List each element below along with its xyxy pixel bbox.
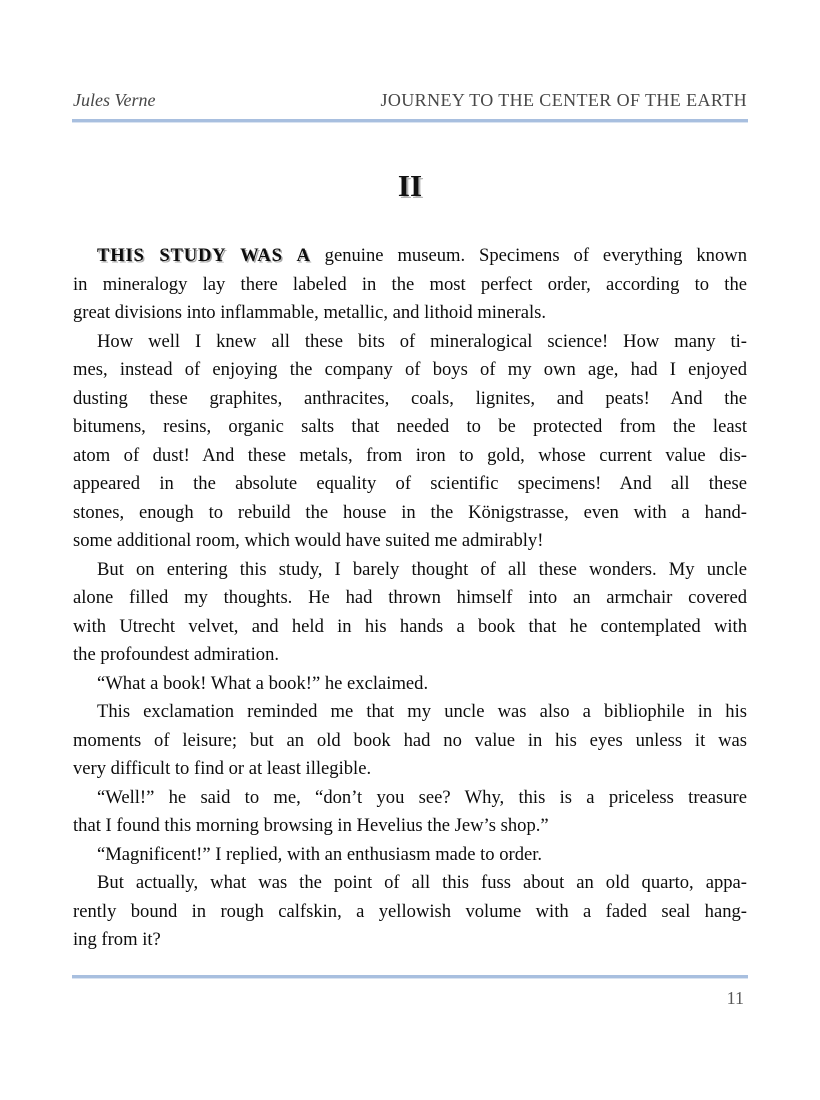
chapter-title: II [397, 168, 423, 203]
text-line: in mineralogy lay there labeled in the most perfect order, according to the [73, 273, 747, 295]
text-line: dusting these graphites, anthracites, coals, lignites, and peats! And the [73, 387, 747, 409]
text-line: bitumens, resins, organic salts that needed to be protected from the least [73, 416, 747, 437]
text-line: that I found this morning browsing in Hevelius the Jew’s shop.” [73, 815, 549, 836]
header-author: Jules Verne [73, 90, 156, 110]
text-line: the profoundest admiration. [73, 644, 280, 665]
page-number: 11 [726, 987, 744, 1008]
page-header [73, 90, 747, 111]
header-rule [72, 119, 748, 123]
text-line: THIS STUDY WAS A genuine museum. Specimens of everything known [97, 245, 747, 266]
text-line: very difficult to find or at least illegible. [73, 758, 372, 779]
text-line: appeared in the absolute equality of scientific specimens! And all these [73, 473, 747, 494]
header-running-title: JOURNEY TO THE CENTER OF THE EARTH [380, 90, 747, 110]
text-line: moments of leisure; but an old book had no value in his eyes unless it was [73, 729, 747, 751]
text-line: “What a book! What a book!” he exclaimed. [97, 672, 429, 694]
lead-in: THIS STUDY WAS A [97, 245, 311, 266]
text-line: alone filled my thoughts. He had thrown himself into an armchair covered [73, 587, 747, 608]
text-line: some additional room, which would have suited me admirably! [73, 530, 544, 551]
text-line: “Magnificent!” I replied, with an enthusiasm made to order. [97, 843, 543, 865]
text-line: rently bound in rough calfskin, a yellowish volume with a faded seal hang- [73, 900, 747, 922]
text-line: mes, instead of enjoying the company of boys of my own age, had I enjoyed [73, 359, 747, 380]
text-line: with Utrecht velvet, and held in his hands a book that he contemplated with [73, 615, 747, 637]
text-line: atom of dust! And these metals, from iron to gold, whose current value dis- [73, 444, 747, 466]
text-line: stones, enough to rebuild the house in the Königstrasse, even with a hand- [73, 501, 747, 523]
text-line: ing from it? [73, 929, 161, 950]
text-line: But actually, what was the point of all this fuss about an old quarto, appa- [97, 872, 747, 893]
footer-rule [72, 975, 748, 979]
page-body-text [73, 242, 747, 955]
text-line: “Well!” he said to me, “don’t you see? Why, this is a priceless treasure [97, 786, 747, 808]
text-line: great divisions into inflammable, metallic, and lithoid minerals. [73, 302, 547, 323]
text-line: How well I knew all these bits of mineralogical science! How many ti- [97, 330, 747, 352]
text-line: But on entering this study, I barely thought of all these wonders. My uncle [97, 558, 747, 580]
text-line: This exclamation reminded me that my uncle was also a bibliophile in his [97, 701, 747, 722]
